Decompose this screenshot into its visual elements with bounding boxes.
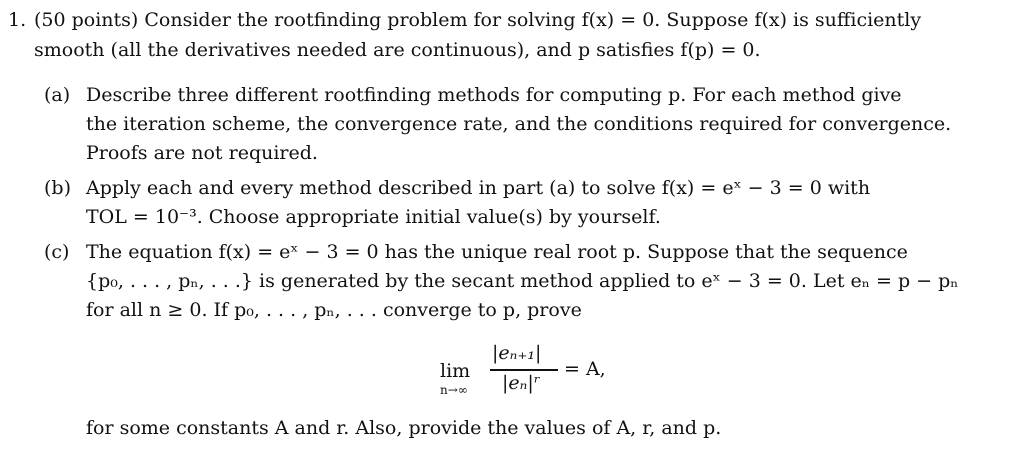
limit-subscript: n→∞ [440,383,468,397]
part-b-label: (b) [44,177,71,199]
fraction-bar [490,369,558,371]
problem-line-2: smooth (all the derivatives needed are continuous), and p satisfies f(p) = 0. [34,39,761,61]
part-b-line-1: Apply each and every method described in part (a) to solve f(x) = eˣ − 3 = 0 with [86,177,871,199]
part-c-label: (c) [44,241,70,263]
part-a-line-1: Describe three different rootfinding methods for computing p. For each method give [86,84,902,106]
part-a-line-2: the iteration scheme, the convergence rate, and the conditions required for convergence. [86,113,952,135]
limit-operator: lim [440,360,471,382]
problem-number: 1. [8,9,27,31]
part-c-line-3: for all n ≥ 0. If p₀, . . . , pₙ, . . . converge to p, prove [86,299,582,321]
formula-numerator: |eₙ₊₁| [492,342,542,364]
limit-formula [440,342,640,397]
part-c-line-4: for some constants A and r. Also, provide the values of A, r, and p. [86,417,722,439]
part-c-line-2: {p₀, . . . , pₙ, . . .} is generated by the secant method applied to eˣ − 3 = 0. Let eₙ = p − pₙ [86,270,959,292]
formula-rhs: = A, [564,358,606,380]
part-a-label: (a) [44,84,71,106]
formula-denominator: |eₙ|ʳ [502,372,541,394]
part-b-line-2: TOL = 10⁻³. Choose appropriate initial value(s) by yourself. [86,206,661,228]
part-a-line-3: Proofs are not required. [86,142,318,164]
problem-line-1: (50 points) Consider the rootfinding problem for solving f(x) = 0. Suppose f(x) is sufficiently [34,9,922,31]
part-c-line-1: The equation f(x) = eˣ − 3 = 0 has the unique real root p. Suppose that the sequence [86,241,908,263]
